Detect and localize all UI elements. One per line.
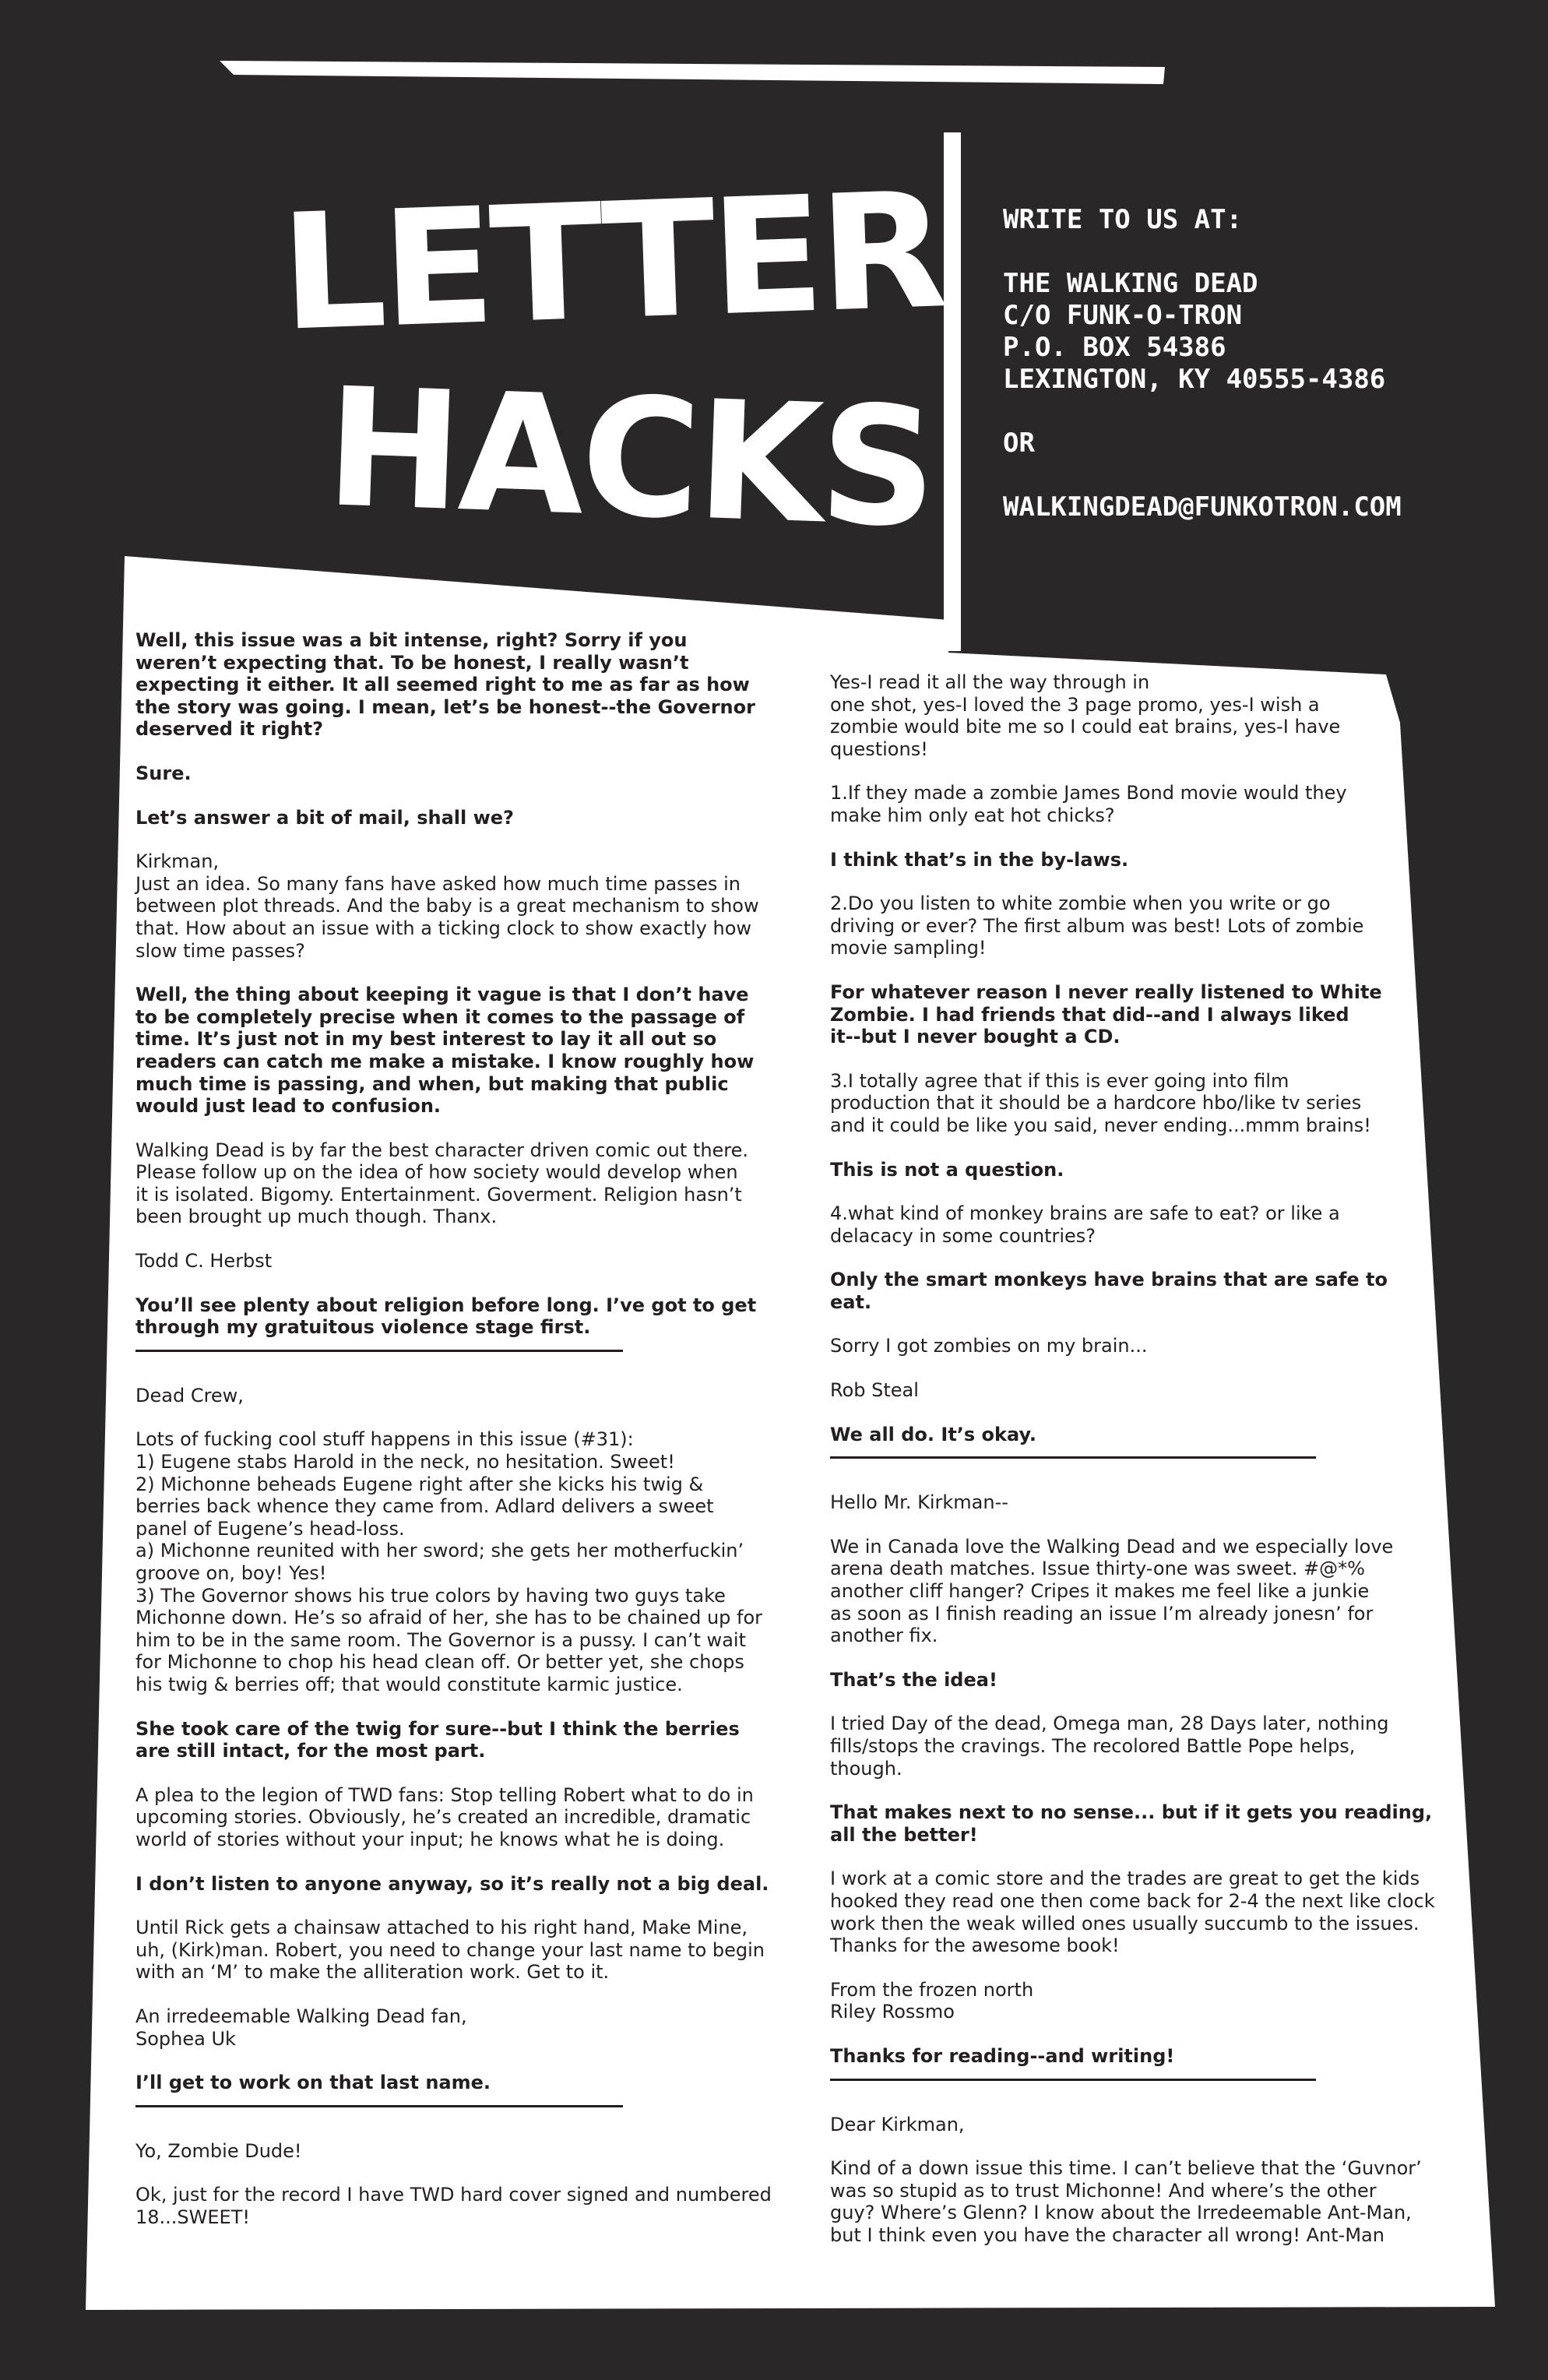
reader-letter: An irredeemable Walking Dead fan, Sophea Uk [135,2005,467,2050]
reader-letter: 2.Do you listen to white zombie when you write or go driving or ever? The first album was best! Lots of zombie movie sampling! [830,892,1364,959]
reader-letter: Lots of fucking cool stuff happens in this issue (#31): 1) Eugene stabs Harold in the neck, no hesitation. Sweet! 2) Michonne beheads Eugene right after she kicks his twig & berries back whence they came from. Adlard delivers a sweet panel of Eugene’s head-loss. a) Michonne reunited with her sword; she gets her motherfuckin’ groove on, boy! Yes! 3) The Governor shows his true colors by having two guys take Michonne down. He’s so afraid of her, she has to be chained up for him to be in the same room. The Governor is a pussy. I can’t wait for Michonne to chop his head clean off. Or better yet, she chops his twig & berries off; that would constitute karmic justice. [135,1428,763,1695]
reader-letter: Kind of a down issue this time. I can’t believe that the ‘Guvnor’ was so stupid as to trust Michonne! And where’s the other guy? Where’s Glenn? I know about the Irredeemable Ant-Man, but I think even you have the character all wrong! Ant-Man [830,2157,1422,2246]
reader-letter: I work at a comic store and the trades are great to get the kids hooked they read one then come back for 2-4 the next like clock work then the weak willed ones usually succumb to the issues. Thanks for the awesome book! [830,1868,1435,1957]
address-line: LEXINGTON, KY 40555-4386 [1003,364,1386,395]
reader-letter: We in Canada love the Walking Dead and we especially love arena death matches. Issue thirty-one was sweet. #@*% another cliff hanger? Cripes it makes me feel like a junkie as soon as I finish reading an issue I’m already jonesn’ for another fix. [830,1535,1394,1647]
editor-reply: This is not a question. [830,1158,1064,1181]
vertical-divider [944,132,961,651]
reader-letter: 4.what kind of monkey brains are safe to eat? or like a delacacy in some countries? [830,1202,1340,1247]
editor-reply: That makes next to no sense... but if it gets you reading, all the better! [830,1801,1433,1846]
reader-letter: Yes-I read it all the way through in one shot, yes-I loved the 3 page promo, yes-I wish a zombie would bite me so I could eat brains, yes-I have questions! [830,671,1341,760]
address-line: THE WALKING DEAD [1003,268,1258,299]
editor-reply: We all do. It’s okay. [830,1423,1037,1445]
reader-letter: Kirkman, Just an idea. So many fans have asked how much time passes in between plot threads. And the baby is a great mechanism to show that. How about an issue with a ticking clock to show exactly how slow time passes? [135,850,759,962]
reader-letter: 1.If they made a zombie James Bond movie would they make him only eat hot chicks? [830,782,1347,826]
reader-letter: Yo, Zombie Dude! [135,2139,302,2162]
reader-letter: Sorry I got zombies on my brain... [830,1335,1148,1357]
right-letters-column [830,671,1448,2269]
section-divider [830,1456,1316,1459]
editor-reply: I’ll get to work on that last name. [135,2072,491,2094]
editor-reply: Well, this issue was a bit intense, right? Sorry if you weren’t expecting that. To be honest, I really wasn’t expecting it either. It all seemed right to me as far as how the story was going. I mean, let’s be honest--the Governor deserved it right? [135,629,755,741]
reader-letter: Todd C. Herbst [135,1250,273,1273]
reader-letter: Rob Steal [830,1379,919,1402]
logo-line-letter: LETTER [277,159,920,367]
editor-reply: Only the smart monkeys have brains that are safe to eat. [830,1269,1388,1313]
left-letters-column [135,629,805,2250]
reader-letter: Walking Dead is by far the best character driven comic out there. Please follow up on the idea of how society would develop when it is isolated. Bigomy. Entertainment. Goverment. Religion hasn’t been brought up much though. Thanx. [135,1139,749,1228]
logo-line-hacks: HACKS [322,352,942,565]
editor-reply: She took care of the twig for sure--but I think the berries are still intact, for the most part. [135,1717,740,1762]
reader-letter: I tried Day of the dead, Omega man, 28 Days later, nothing fills/stops the cravings. The recolored Battle Pope helps, though. [830,1713,1389,1780]
section-divider [135,1350,623,1352]
email-address[interactable]: WALKINGDEAD@FUNKOTRON.COM [1003,491,1402,523]
reader-letter: Hello Mr. Kirkman-- [830,1491,1008,1514]
reader-letter: Dear Kirkman, [830,2113,965,2135]
reader-letter: 3.I totally agree that if this is ever going into film production that it should be a hardcore hbo/like tv series and it could be like you said, never ending...mmm brains! [830,1069,1371,1136]
editor-reply: For whatever reason I never really listened to White Zombie. I had friends that did--and I always liked it--but I never bought a CD. [830,981,1382,1048]
editor-reply: Well, the thing about keeping it vague is that I don’t have to be completely precise when it comes to the passage of time. It’s just not in my best interest to lay it all out so readers can catch me make a mistake. I know roughly how much time is passing, and when, but making that public would just lead to confusion. [135,984,755,1118]
address-line: P.O. BOX 54386 [1003,332,1226,363]
address-line: C/O FUNK-O-TRON [1003,300,1243,331]
reader-letter: Ok, just for the record I have TWD hard cover signed and numbered 18...SWEET! [135,2184,772,2228]
editor-reply: That’s the idea! [830,1668,997,1691]
reader-letter: Until Rick gets a chainsaw attached to his right hand, Make Mine, uh, (Kirk)man. Robert, you need to change your last name to begin with an ‘M’ to make the alliteration work. Get to it. [135,1917,765,1984]
write-heading: WRITE TO US AT: [1003,204,1243,235]
mailing-address-block [1003,204,1402,523]
editor-reply: I don’t listen to anyone anyway, so it’s really not a big deal. [135,1872,769,1895]
reader-letter: A plea to the legion of TWD fans: Stop telling Robert what to do in upcoming stories. Obviously, he’s created an incredible, dramatic world of stories without your input; he knows what he is doing. [135,1783,754,1850]
editor-reply: Let’s answer a bit of mail, shall we? [135,806,514,829]
editor-reply: Sure. [135,762,192,784]
editor-reply: I think that’s in the by-laws. [830,848,1129,871]
reader-letter: Dead Crew, [135,1384,244,1407]
or-label: OR [1003,428,1035,459]
reader-letter: From the frozen north Riley Rossmo [830,1978,1034,2023]
editor-reply: You’ll see plenty about religion before long. I’ve got to get through my gratuitous violence stage first. [135,1294,757,1339]
section-divider [830,2079,1316,2081]
section-divider [135,2105,623,2107]
editor-reply: Thanks for reading--and writing! [830,2044,1175,2067]
